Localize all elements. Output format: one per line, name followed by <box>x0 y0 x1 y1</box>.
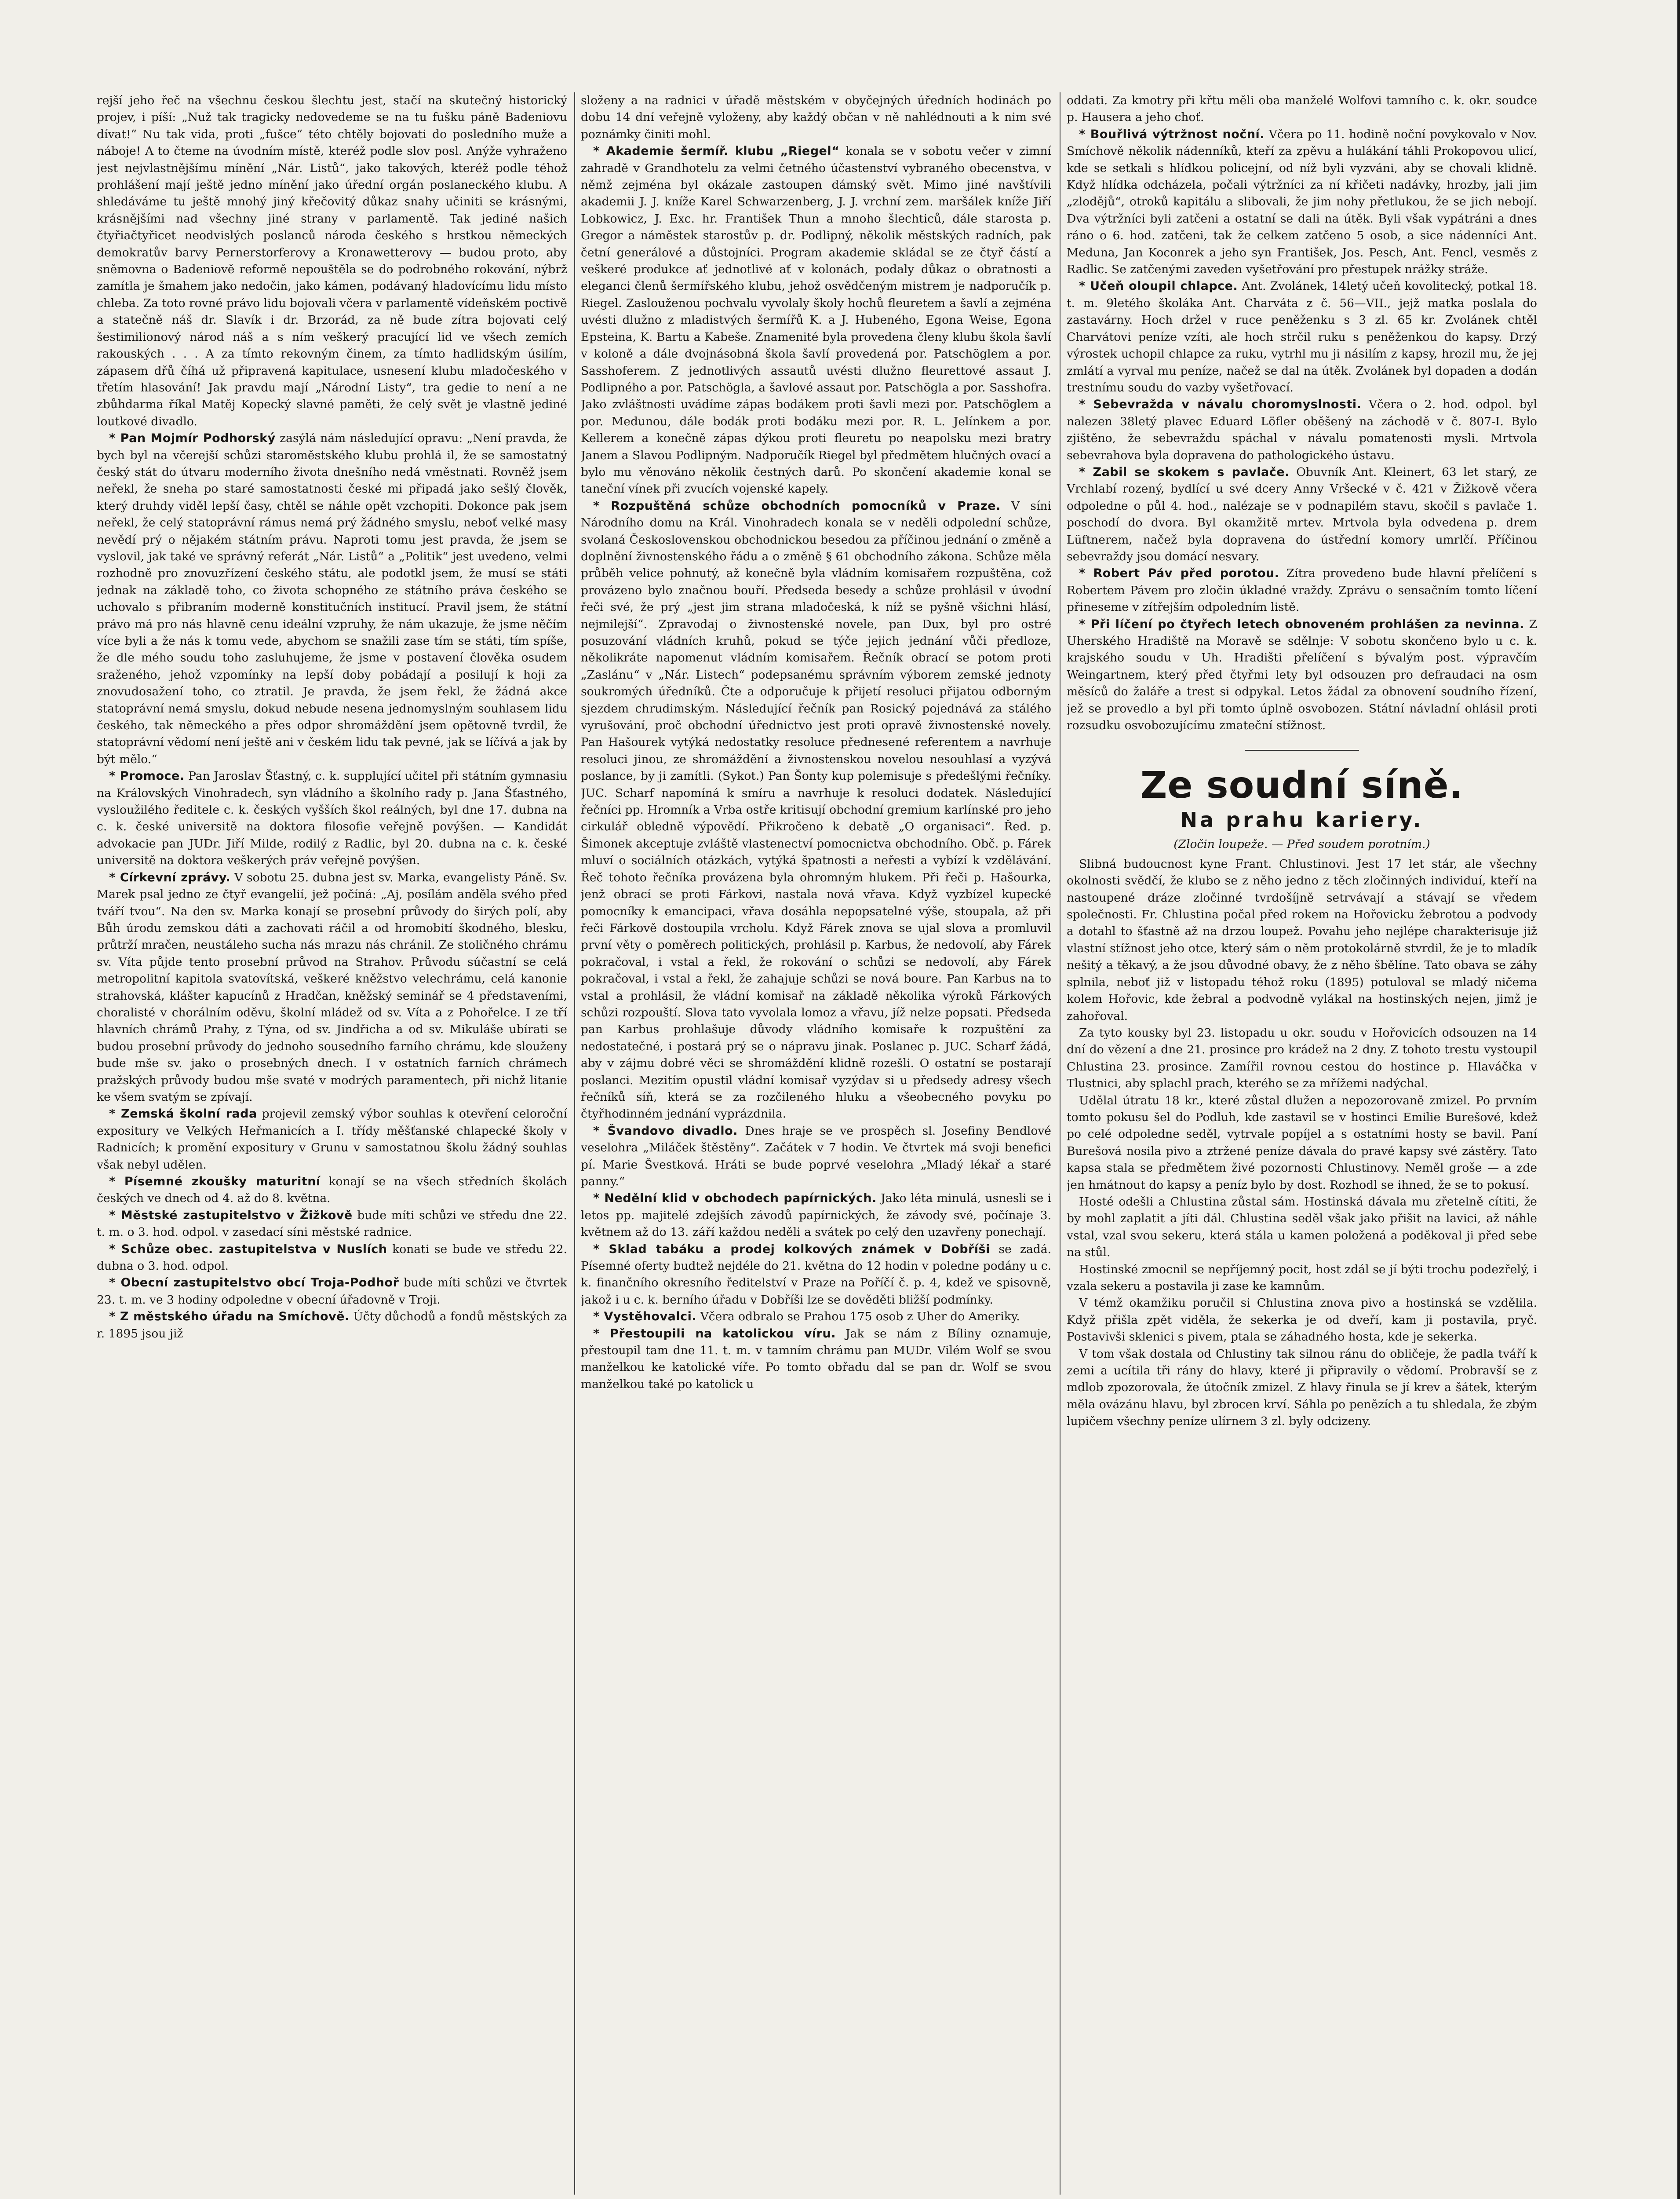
column-2 <box>581 92 1051 2195</box>
news-item <box>97 1207 567 1241</box>
news-text: Jak se nám z Bíliny oznamuje, přestoupil tam dne 11. t. m. v tamním chrámu pan MUDr. Vilém Wolf se svou manželkou ke katolické víře. Po tomto obřadu dal se pan dr. Wolf se svou manželkou také po katolick u <box>581 1326 1051 1391</box>
news-headline: * Zabil se skokem s pavlače. <box>1079 465 1290 479</box>
page-edge-shadow <box>1677 0 1680 2199</box>
news-item <box>1067 396 1537 464</box>
article-paragraph: V témž okamžiku poručil si Chlustina znova pivo a hostinská se vzdělila. Když přišla zpět viděla, že sekerka je od dveří, kam ji postavila, pryč. Postavivši sklenici s pivem, ptala se záhadného hosta, kde je sekerka. <box>1067 1296 1537 1344</box>
news-text: Ant. Zvolánek, 14letý učeň kovolitecký, potkal 18. t. m. 9letého školáka Ant. Charváta z č. 56—VII., jejž matka poslala do zastavárny. Hoch držel v ruce peněženku s 3 zl. 65 kr. Zvolánek chtěl Charvátovi peníze vzíti, ale hoch strčil ruku s peněženkou do kapsy. Drzý výrostek uchopil chlapce za ruku, vytrhl mu ji násilím z kapsy, hrozil mu, že jej zmlátí a vyrval mu peníze, načež se dal na útěk. Zvolánek byl dopaden a dodán trestnímu soudu do vazby vyšetřovací. <box>1067 279 1537 395</box>
news-headline: * Písemné zkoušky maturitní <box>109 1175 321 1188</box>
news-headline: * Rozpuštěná schůze obchodních pomocníků v Praze. <box>593 499 1001 513</box>
news-headline: * Robert Páv před porotou. <box>1079 566 1279 581</box>
news-text: konají se na všech středních školách českých ve dnech od 4. až do 8. května. <box>97 1175 567 1205</box>
news-item <box>581 1308 1051 1325</box>
news-text: Včera po 11. hodině noční povykovalo v Nov. Smíchově několik nádenníků, kteří za zpěvu a hulákání táhli Prokopovou ulicí, kde se setkali s hlídkou policejní, od níž byli vyzváni, aby se chovali klidně. Když hlídka odcházela, počali výtržníci za ní křičeti nadávky, hrozby, jali jim „zlodějů“, otroků kapitálu a slibovali, že jim nohy přetlukou, že se jich nebojí. Dva výtržníci byli zatčeni a ostatní se dali na útěk. Byli však vypátráni a dnes ráno o 6. hod. zatčeni, tak že celkem zatčeno 5 osob, a sice nádenníci Ant. Meduna, Jan Koconrek a jeho syn František, Jos. Pesch, Ant. Fencl, vesměs z Radlic. Se zatčenými zaveden vyšetřování pro přestupek nrážky stráže. <box>1067 127 1537 277</box>
news-headline: * Pan Mojmír Podhorský <box>109 431 276 446</box>
news-headline: * Švandovo divadlo. <box>593 1124 738 1138</box>
news-text: Včera odbralo se Prahou 175 osob z Uher do Ameriky. <box>700 1310 1020 1324</box>
news-text: V síni Národního domu na Král. Vinohradech konala se v neděli odpolední schůze, svolaná Československou obchodnickou besedou za příčinou jednání o změně a doplnění živnostenského řádu a o změně § 61 obchodního zákona. Schůze měla průběh velice pohnutý, až konečně byla vládním komisařem rozpuštěna, což provázeno bylo značnou bouří. Předseda besedy a schůze prohlásil v úvodní řeči své, že prý „jest jim strana mladočeská, k níž se pyšně všichni hlásí, nejmilejší“. Zpravodaj o živnostenské novele, pan Dux, byl pro ostré posuzování vládních kruhů, pokud se týče jejich jednání vůči předloze, několikráte napomenut vládním komisařem. Řečník obrací se potom proti „Zaslánu“ v „Nár. Listech“ podepsanému správním výborem zemské jednoty soukromých úředníků. Čte a odporučuje k přijetí resoluci přijatou odborným sjezdem chrudimským. Následující řečník pan Rosický pojednává za stálého vyrušování, proč obchodní úřednictvo jest proti opravě živnostenské novely. Pan Hašourek vytýká nedostatky resoluce přednesené referentem a navrhuje resoluci jinou, ze shromáždění a živnostenskou novelou nesouhlasí a vyzývá poslance, by ji zamítli. (Sykot.) Pan Šonty kup polemisuje s předešlými řečníky. JUC. Scharf napomíná k smíru a navrhuje k resoluci dodatek. Následující řečníci pp. Hromník a Vrba ostře kritisují obchodní gremium karlínské pro jeho cirkulář obledně výpovědí. Přikročeno k debatě „O organisaci“. Řed. p. Šimonek akceptuje zvláště vlastenectví pomocnictva obchodního. Obč. p. Fárek mluví o sociálních otázkách, vytýká špatnosti a neřesti a vybízí k vzdělávání. Řeč tohoto řečníka provázena byla ohromným hlukem. Při řeči p. Hašourka, jenž obrací se proti Fárkovi, nastala nová vřava. Když vyzbízel kupecké pomocníky k emancipaci, vřava dosáhla nepopsatelné výše, stoupala, až při řeči Fárkově dostoupila vrcholu. Když Fárek znova se ujal slova a promluvil první věty o poměrech politických, prohlásil p. Karbus, že nedovolí, aby Fárek pokračoval, i vstal a řekl, že rokování o schůzi se nedovolí, aby Fárek pokračoval, i vstal a řekl, že zahajuje schůzi se nová boure. Pan Karbus na to vstal a prohlásil, že vládní komisař na základě několika výroků Fárkových schůzi rozpouští. Slova tato vyvolala lomoz a vřavu, jíž nelze popsati. Předseda pan Karbus prohlašuje důvody vládního komisaře k rozpuštění za nedostatečné, i postará prý se o nápravu jinak. Poslanec p. JUC. Scharf žádá, aby v zájmu dobré věci se shromáždění klidně rozešli. O ostatní se postarají poslanci. Mezitím opustil vládní komisař vyzýdav si u předsedy adresy všech řečníků síň, která se za rozčileného hluku a všeobecného povyku po čtyřhodinném jednání vyprázdnila. <box>581 499 1051 1121</box>
news-item <box>581 1190 1051 1241</box>
news-headline: * Zemská školní rada <box>109 1107 257 1121</box>
news-headline: * Bouřlivá výtržnost noční. <box>1079 127 1265 141</box>
section-separator <box>1245 750 1359 751</box>
news-item <box>97 1241 567 1275</box>
news-text: Účty důchodů a fondů městských za r. 1895 jsou již <box>97 1310 567 1341</box>
news-text: Jako léta minulá, usnesli se i letos pp. majitelé zdejších závodů papírnických, že závody své, počínaje 3. květnem až do 13. září každou neděli a svátek po celý den uzavřeny ponechají. <box>581 1191 1051 1239</box>
column-1 <box>97 92 567 2195</box>
news-text: konala se v sobotu večer v zimní zahradě v Grandhotelu za velmi četného účastenství vybraného obecenstva, v němž zejména byl okázale zastoupen dámský svět. Mimo jiné navštívili akademii J. J. kníže Karel Schwarzenberg, J. J. vrchní zem. maršálek kníže Jiří Lobkowicz, J. Exc. hr. František Thun a mnoho šlechticů, dále starosta p. Gregor a náměstek starostův p. dr. Podlipný, několik městských radních, pak četní generálové a důstojníci. Program akademie skládal se ze čtyř částí a veškeré produkce ať jednotlivé ať v kolonách, podaly důkaz o obratnosti a eleganci členů šermířského klubu, jehož osvědčeným mistrem je nadporučík p. Riegel. Zaslouženou pochvalu vyvolaly školy hochů fleuretem a šavlí a zejména uvésti dlužno z mladistvých šermířů K. a J. Hubeného, Egona Weise, Egona Epsteina, K. Bartu a Kabeše. Znamenité byla provedena členy klubu škola šavlí v koloně a dále dvojnásobná škola šavlí provedená por. Patschöglem a por. Sasshoferem. Z jednotlivých assautů uvésti dlužno fleurettové assaut J. Podlipného a por. Patschögla, a šavlové assaut por. Patschögla a por. Sasshofra. Jako zvláštnosti uvádíme zápas bodákem proti šavli mezi por. Patschöglem a por. Medunou, dále bodák proti bodáku mezi por. R. L. Jelínkem a por. Kellerem a konečně zápas dýkou proti fleuretu po neapolsku mezi bratry Janem a Slavou Podlipným. Nadporučík Riegel byl předmětem hlučných ovací a bylo mu věnováno několik čestných darů. Po skončení akademie konal se taneční vínek při zvucích vojenské kapely. <box>581 144 1051 496</box>
article-title: Na prahu kariery. <box>1180 808 1424 832</box>
news-headline: * Z městského úřadu na Smíchově. <box>109 1310 350 1324</box>
newspaper-page <box>97 92 1539 2199</box>
news-item <box>581 1123 1051 1191</box>
news-text: projevil zemský výbor souhlas k otevření celoroční expositury ve Velkých Heřmanicích a I. třídy měšťanské chlapecké školy v Radnicích; k promění expositury v Grunu v samostatnou školu žádný souhlas však nebyl udělen. <box>97 1107 567 1172</box>
news-item <box>97 1106 567 1173</box>
column-3 <box>1067 92 1537 2195</box>
news-headline: * Městské zastupitelstvo v Žižkově <box>109 1208 353 1222</box>
news-headline: * Vystěhovalci. <box>593 1310 697 1324</box>
article-paragraph: Za tyto kousky byl 23. listopadu u okr. soudu v Hořovicích odsouzen na 14 dní do vězení a dne 21. prosince pro krádež na 2 dny. Z tohoto trestu vystoupil Chlustina 23. prosince. Zamířil rovnou cestou do hostince p. Hlaváčka v Tlustnici, aby splachl prach, kterého se za mřížemi nadýchal. <box>1067 1026 1537 1091</box>
news-headline: * Církevní zprávy. <box>109 870 231 884</box>
news-item <box>97 1308 567 1342</box>
news-item <box>1067 464 1537 565</box>
column-divider <box>574 92 575 2195</box>
news-item <box>97 1275 567 1308</box>
news-item <box>97 430 567 768</box>
news-item <box>581 1241 1051 1309</box>
news-item <box>97 869 567 1106</box>
news-headline: * Obecní zastupitelstvo obcí Troja-Podhoř <box>109 1276 399 1290</box>
news-headline: * Při líčení po čtyřech letech obnoveném prohlášen za nevinna. <box>1079 617 1524 631</box>
article-text: rejší jeho řeč na všechnu českou šlechtu jest, stačí na skutečný historický projev, i píší: „Nuž tak tragicky nedovedeme se na tu fušku páně Badeniovu dívat!“ Nu tak vida, proti „fušce“ této chtěly bojovati do posledního muže a náboje! A to čteme na úvodním místě, kteréž podle slov posl. Anýže vyhraženo jest nejvlastnějšímu mínění „Nár. Listů“, jako takových, kteréž podle téhož prohlášení mají ještě jedno mínění jako úřední orgán poslaneckého klubu. A shledáváme tu ještě mnohý jiný křečovitý důkaz snahy učiniti se krásnými, krásnějšími nad všechny jiné strany v parlamentě. Tak jediné našich čtyřiačtyřicet neodvislých poslanců národa českého s hrstkou německých demokratův barvy Pernerstorferovy a Kronawetterovy — budou proto, aby sněmovna o Badeniově reformě nepouštěla se do podrobného rokování, nýbrž zamítla je šmahem jako nedočin, jako kámen, podávaný hladovícímu lidu místo chleba. Za toto rovné právo lidu bojovali včera v parlamentě vídeňském poctivě a statečně náš dr. Slavík i dr. Brzorád, za ně bude zítra bojovati celý šestimilionový národ náš a s ním veškerý pracující lid ve všech zemích rakouských . . . A za tímto rekovným činem, za tímto hadlidským úsilím, zápasem dřů číhá už připravená kapitulace, usnesení klubu mladočeského v třetím hlasování! Jak pravdu mají „Národní Listy“, tra gedie to není a ne zbůhdarma říkal Matěj Kopecký slavné paměti, že celý svět je vlastně jediné loutkové divadlo. <box>97 94 567 428</box>
news-text: zasýlá nám následující opravu: „Není pravda, že bych byl na včerejší schůzi staroměstského klubu prohlá il, že se samostatný český stát do útvaru moderního života dnešního nedá vměstnati. Rovněž jsem neřekl, že sneha po staré samostatnosti české mi připadá jako sešlý člověk, který druhdy viděl lepší časy, chtěl se náhle opět vzchopiti. Dokonce pak jsem neřekl, že celý statoprávní rámus nemá prý žádného smyslu, neboť velké masy nevědí prý o nějakém státním právu. Naproti tomu jest pravda, že jsem se vyslovil, jak také ve správný referát „Nár. Listů“ a „Politik“ jest uvedeno, velmi rozhodně pro znovuzřízení českého státu, ale podotkl jsem, že musí se státi jednak na základě toho, co života schopného ze státního práva českého se uchovalo s přibraním moderně konstitučních institucí. Pravil jsem, že státní právo má pro nás hlavně cenu ideální vzpruhy, že nám ukazuje, že jsme něčím více byli a že nás k tomu vede, abychom se snažili zase tím se státi, tím spíše, že dle mého soudu toho zasluhujeme, že jsme v postavení člověka osudem sraženého, jehož vzpomínky na lepší doby pobádají a posilují k hoji za znovudosažení toho, co ztratil. Je pravda, že jsem řekl, že žádná akce statoprávní nemá smyslu, dokud nebude nesena jednomyslným souhlasem lidu českého, tak německého a přes odpor shromáždění jsem opětovně tvrdil, že statoprávní vědomí není ještě ani v českém lidu tak pevné, jak se líčívá a jak by být mělo.“ <box>97 431 567 766</box>
news-item <box>1067 565 1537 616</box>
news-headline: * Sebevražda v návalu choromyslnosti. <box>1079 398 1362 412</box>
article-paragraph: Hostinské zmocnil se nepříjemný pocit, host zdál se jí býti trochu podezřelý, i vzala sekeru a postavila ji zase ke kamnům. <box>1067 1262 1537 1293</box>
news-item <box>581 1326 1051 1393</box>
news-text: Z Uherského Hradiště na Moravě se sdělnje: V sobotu skončeno bylo u c. k. krajského soudu v Uh. Hradišti přelíčení s bývalým post. výpravčím Weingartnem, který před čtyřmi lety byl odsouzen pro defraudaci na osm měsíců do žaláře a trest si odpykal. Letos žádal za obnovení soudního řízení, jež se provedlo a byl při tomto úplně osvobozen. Státní návladní ohlásil proti rozsudku osvobozujícímu zmateční stížnost. <box>1067 617 1537 733</box>
news-headline: * Sklad tabáku a prodej kolkových známek v Dobříši <box>593 1242 990 1256</box>
news-item <box>1067 616 1537 734</box>
news-item <box>1067 126 1537 278</box>
news-text: Zítra provedeno bude hlavní přelíčení s Robertem Pávem pro zločin úkladné vraždy. Zprávu o sensačním tomto líčení přineseme v zítřejším odpoledním listě. <box>1067 566 1537 614</box>
news-text: se zadá. Písemné oferty budtež nejdéle do 21. května do 12 hodin v poledne podány u c. k. finančního okresního ředitelství v Praze na Poříčí č. p. 4, kdež ve spisovně, jakož i u c. k. berního úřadu v Dobříši lze se dověděti bližší podmínky. <box>581 1242 1051 1307</box>
article-paragraph: V tom však dostala od Chlustiny tak silnou ránu do obličeje, že padla tváří k zemi a ucítila tři rány do hlavy, které ji připravily o vědomí. Probravší se z mdlob zpozorovala, že útočník zmizel. Z hlavy řinula se jí krev a šátek, kterým měla ovázánu hlavu, byl zbrocen krví. Sáhla po penězích a tu shledala, že zbým lupičem všechny peníze ulírnem 3 zl. byly odcizeny. <box>1067 1347 1537 1428</box>
article-paragraph: Hosté odešli a Chlustina zůstal sám. Hostinská dávala mu zřetelně cítiti, že by mohl zaplatit a jíti dál. Chlustina seděl však jako přišit na lavici, až náhle vstal, vzal svou sekeru, která stála u kamen položená a poděkoval ji před sebe na stůl. <box>1067 1194 1537 1260</box>
news-headline: * Schůze obec. zastupitelstva v Nuslích <box>109 1242 387 1256</box>
news-text: Pan Jaroslav Šťastný, c. k. supplující učitel při státním gymnasiu na Královských Vinohradech, syn vládního a školního rady p. Jana Šťastného, vysloužilého ředitele c. k. českých vyšších škol reálných, byl dne 17. dubna na c. k. české universitě na doktora filosofie veřejně povýšen. — Kandidát advokacie pan JUDr. Jiří Milde, rodilý z Radlic, byl 20. dubna na c. k. české universitě na doktora veškerých práv veřejně povýšen. <box>97 769 567 868</box>
news-text: bude míti schůzi ve čtvrtek 23. t. m. ve 3 hodiny odpoledne v obecní úřadovně v Troji. <box>97 1276 567 1307</box>
article-text: oddati. Za kmotry při křtu měli oba manželé Wolfovi tamního c. k. okr. soudce p. Hausera a jeho choť. <box>1067 94 1537 124</box>
article-subtitle: (Zločin loupeže. — Před soudem porotním.) <box>1173 837 1430 851</box>
news-headline: * Nedělní klid v obchodech papírnických. <box>593 1191 877 1205</box>
news-text: bude míti schůzi ve středu dne 22. t. m. o 3. hod. odpol. v zasedací síni městské radnice. <box>97 1208 567 1239</box>
news-item <box>581 498 1051 1123</box>
news-headline: * Přestoupili na katolickou víru. <box>593 1326 836 1341</box>
news-headline: * Promoce. <box>109 769 185 783</box>
news-headline: * Akademie šermíř. klubu „Riegel“ <box>593 144 840 158</box>
news-item <box>97 1173 567 1207</box>
news-headline: * Učeň oloupil chlapce. <box>1079 279 1238 293</box>
section-title: Ze soudní síně. <box>1140 763 1464 807</box>
article-text: složeny a na radnici v úřadě městském v obyčejných úředních hodinách po dobu 14 dní veřejně vyloženy, aby každý občan v ně nahlédnouti a k nim své poznámky činiti mohl. <box>581 94 1051 141</box>
news-text: konati se bude ve středu 22. dubna o 3. hod. odpol. <box>97 1242 567 1273</box>
news-text: V sobotu 25. dubna jest sv. Marka, evangelisty Páně. Sv. Marek psal jedno ze čtyř evangelií, jež počíná: „Aj, posílám anděla svého před tváří tvou“. Na den sv. Marka konají se prosební průvody do širých polí, aby Bůh úrodu zemskou dáti a zachovati ráčil a od hromobití škodného, blesku, průtrží mračen, neustáleho sucha nás mrazu nás chránil. Ze stoličného chrámu sv. Víta půjde tento prosební průvod na Strahov. Průvodu súčastní se celá metropolitní kapitola svatovítská, veškeré kněžstvo velechrámu, celá kanonie strahovská, klášter kapucínů z Hradčan, kněžský seminář se 4 představeními, choralisté v chorálním oděvu, školní mládež od sv. Víta a z Pohořelce. I ze tří hlavních chrámů Prahy, z Týna, od sv. Jindřicha a od sv. Mikuláše ubírati se budou prosební průvody do jednoho sousedního farního chrámu, kde slouženy bude mše sv. jako o prosebných dnech. I v ostatních farních chrámech pražských průvody budou mše svaté v modrých paramentech, při nichž litanie ke všem svatým se zpívají. <box>97 870 567 1104</box>
article-paragraph: Slibná budoucnost kyne Frant. Chlustinovi. Jest 17 let stár, ale všechny okolnosti svědčí, že klubo se z něho jedno z těch zločinných individuí, kteří na nastoupené dráze zločinné tvrdošíjně setrvávají a stávají se vředem společnosti. Fr. Chlustina počal před rokem na Hořovicku žebrotou a podvody a dotahl to šťastně až na drzou loupež. Povahu jeho nejlépe charakterisuje již vlastní stížnost jeho otce, který sám o něm protokolárně stvrdil, že je to mladík nešitý a těkavý, a že jsou důvodné obavy, že z něho šbělíne. Tato obava se záhy splnila, neboť již v listopadu téhož roku (1895) potuloval se mladý ničema kolem Hořovic, kde žebral a podvodně vylákal na hostinských nejen, jimž je zahořoval. <box>1067 857 1537 1023</box>
news-item <box>581 143 1051 498</box>
news-text: Dnes hraje se ve prospěch sl. Josefiny Bendlové veselohra „Miláček štěstěny“. Začátek v 7 hodin. Ve čtvrtek má svoji benefici pí. Marie Švestková. Hráti se bude poprvé veselohra „Mladý lékař a staré panny.“ <box>581 1124 1051 1188</box>
news-text: Obuvník Ant. Kleinert, 63 let starý, ze Vrchlabí rozený, bydlící u své dcery Anny Vršecké v č. 421 v Žižkově včera odpoledne o půl 4. hod., nalézaje se v podnapilém stavu, skočil s pavlače 1. poschodí do dvora. Byl okamžitě mrtev. Mrtvola byla odvedena p. drem Lüftnerem, načež byla dopravena do ústřední komory umrlčí. Příčinou sebevraždy jsou domácí nesvary. <box>1067 465 1537 563</box>
news-item <box>97 768 567 869</box>
article-paragraph: Udělal útratu 18 kr., které zůstal dlužen a nepozorovaně zmizel. Po prvním tomto pokusu šel do Podluh, kde zastavil se v hostinci Emilie Burešové, kdež po celé odpoledne seděl, vytrvale popíjel a s ostatními hosty se bavil. Paní Burešová nosila pivo a ztržené peníze dávala do pravé kapsy své zástěry. Tato kapsa stala se předmětem živé pozornosti Chlustinovy. Neměl groše — a zde jen hmátnout do kapsy a peníz bylo by dost. Rozhodl se ihned, že se to pokusí. <box>1067 1093 1537 1192</box>
news-item <box>1067 278 1537 396</box>
news-text: Včera o 2. hod. odpol. byl nalezen 38letý plavec Eduard Löfler oběšený na záchodě v č. 807-I. Bylo zjištěno, že sebevraždu spáchal v návalu pomatenosti mysli. Mrtvola sebevrahova byla dopravena do pathologického ústavu. <box>1067 398 1537 462</box>
